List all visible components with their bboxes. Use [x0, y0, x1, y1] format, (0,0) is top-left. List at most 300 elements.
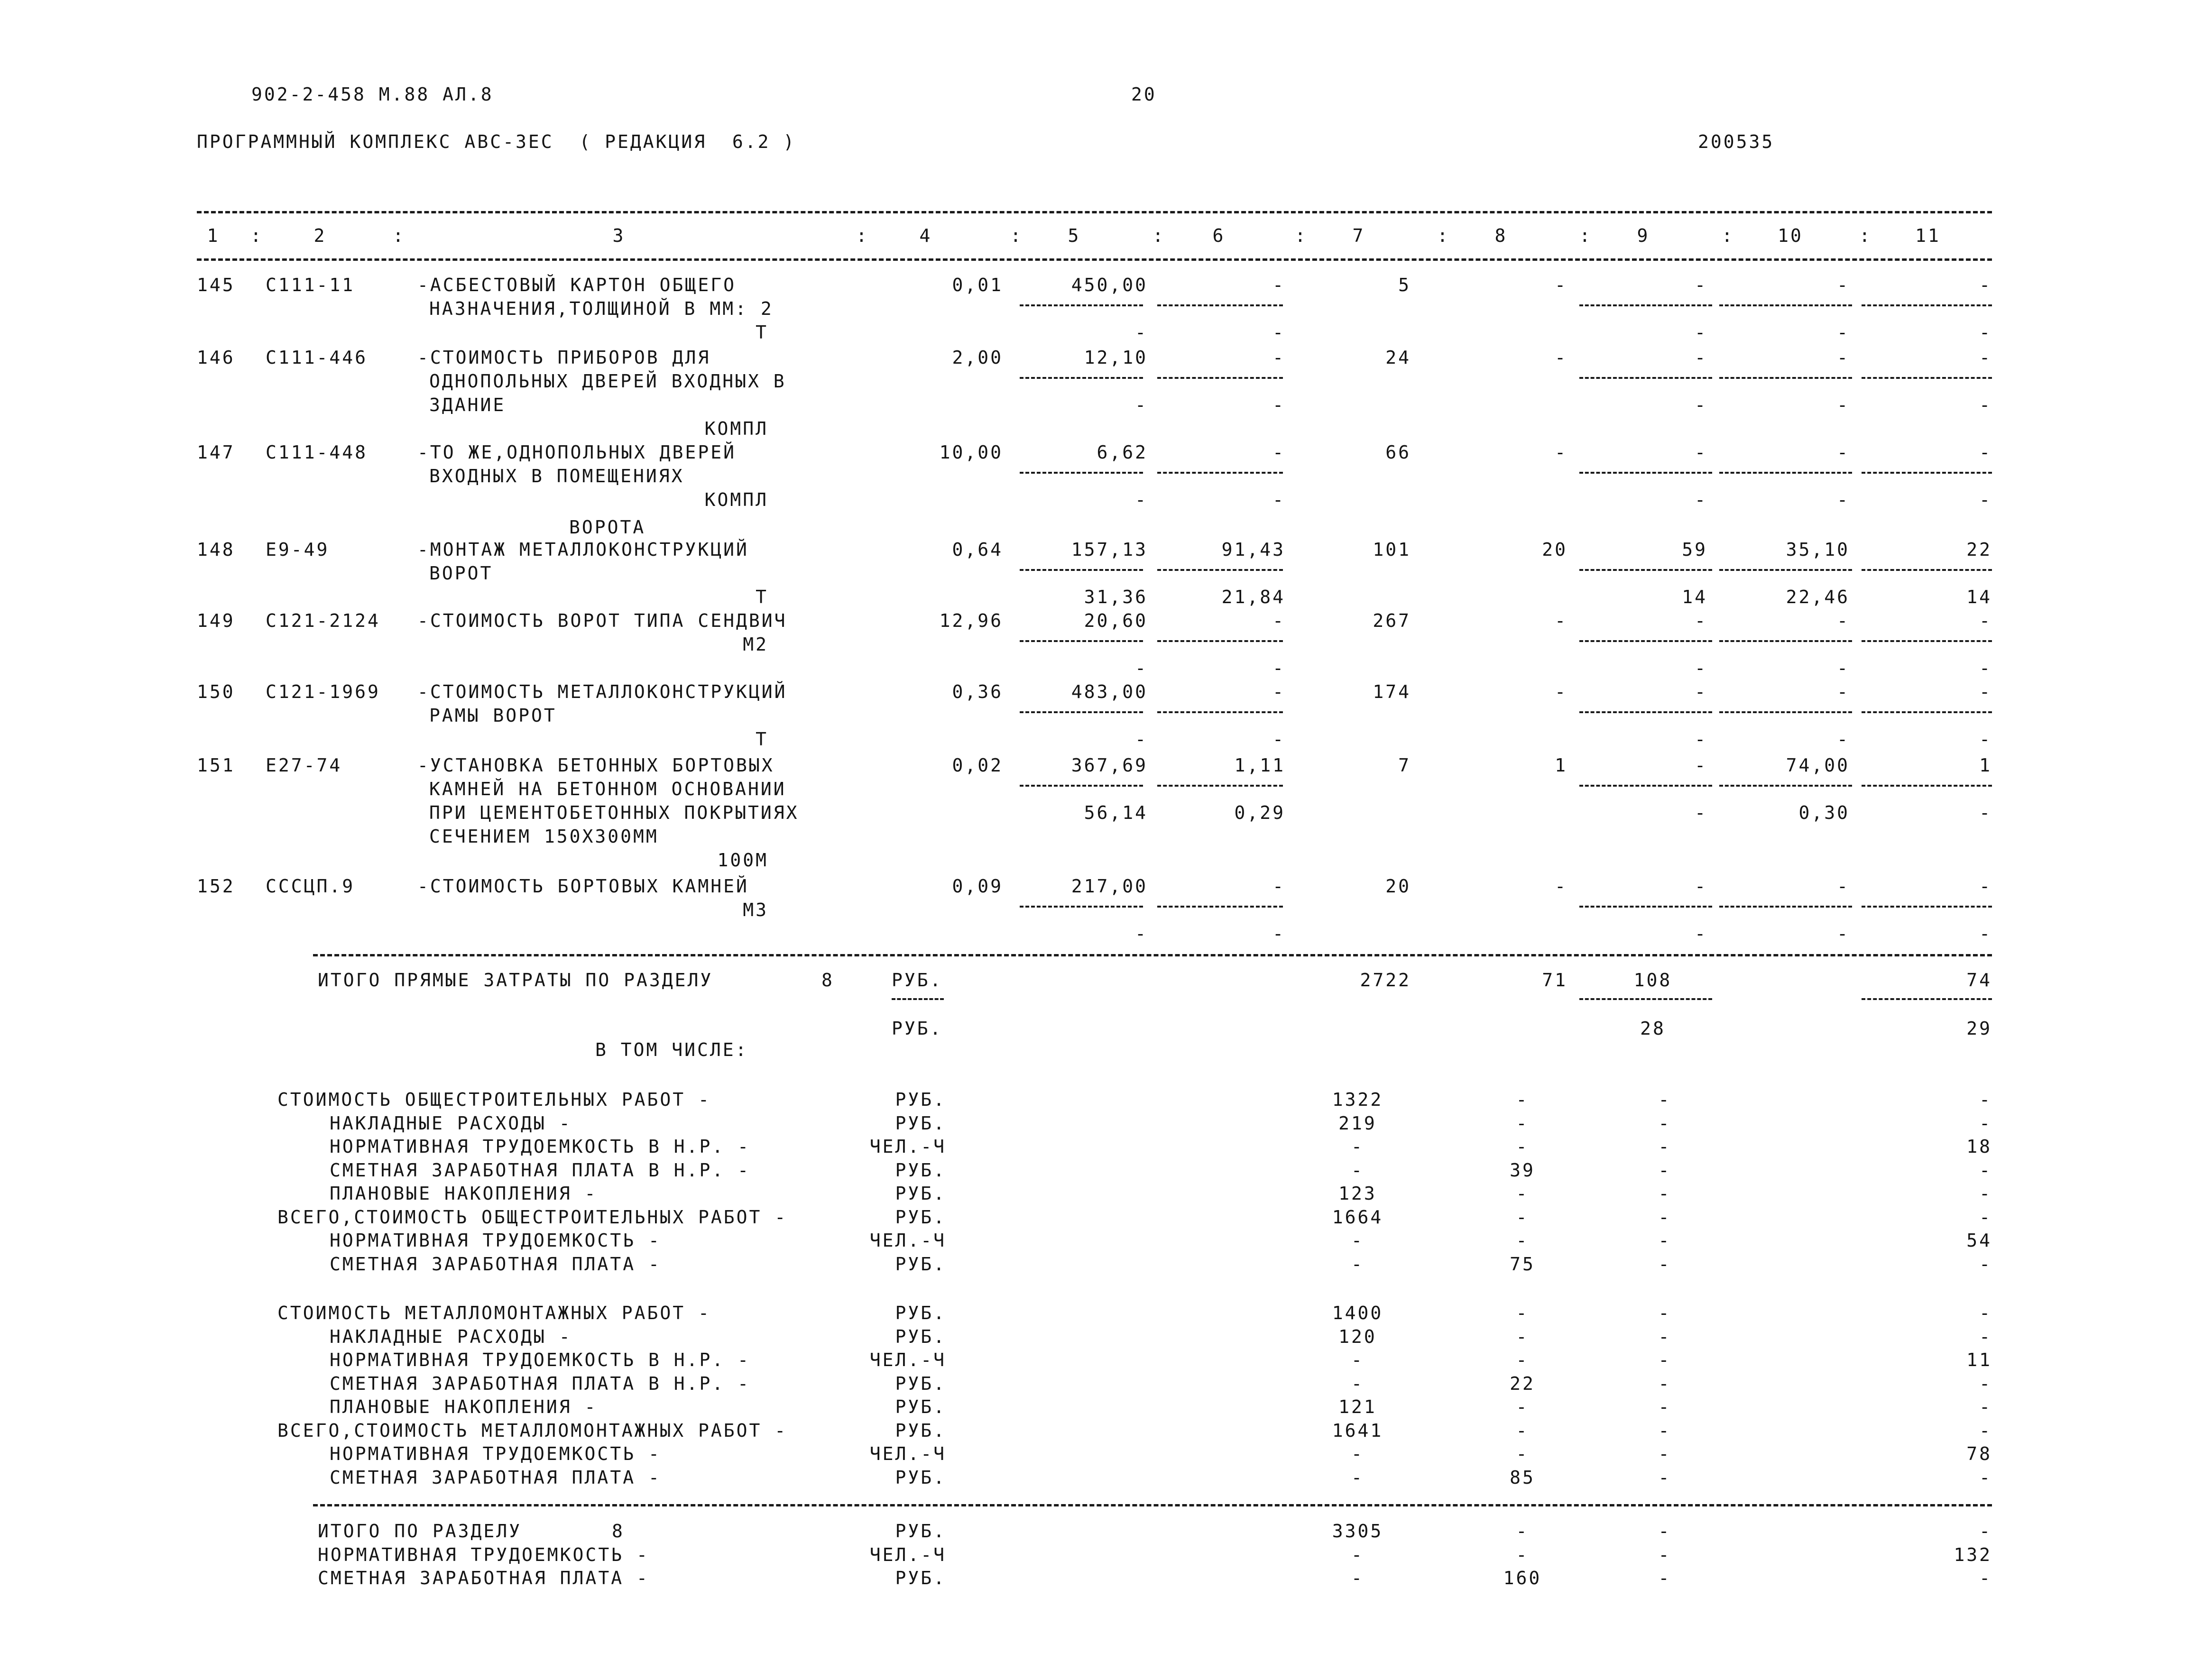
item-c11b: -: [1979, 322, 1992, 343]
item-number: 151: [197, 755, 235, 776]
cell-dash-c5: [1020, 569, 1143, 571]
item-c6: -: [1272, 442, 1285, 463]
item-c9b: -: [1695, 729, 1707, 750]
item-c9b: -: [1695, 658, 1707, 679]
summary-row-c11: -: [1979, 1206, 1992, 1228]
summary-row-c8: -: [1516, 1350, 1529, 1370]
group-heading: ВОРОТА: [569, 517, 646, 538]
item-c6b: -: [1272, 395, 1285, 415]
item-c5b: -: [1135, 489, 1148, 510]
summary-row-c8: 39: [1510, 1159, 1535, 1181]
summary-row-c8: 85: [1510, 1467, 1535, 1488]
column-separator: :: [1437, 225, 1450, 246]
total-row-label: СМЕТНАЯ ЗАРАБОТНАЯ ПЛАТА -: [318, 1568, 649, 1588]
item-c10: -: [1837, 681, 1850, 702]
item-number: 148: [197, 539, 235, 560]
summary-row-c11: -: [1979, 1253, 1992, 1275]
cell-dash-c10: [1719, 472, 1852, 474]
item-c11: -: [1979, 442, 1992, 463]
summary-row-label: СМЕТНАЯ ЗАРАБОТНАЯ ПЛАТА -: [330, 1467, 661, 1488]
summary-row-c8: 22: [1510, 1373, 1535, 1394]
item-c6b: -: [1272, 923, 1285, 944]
item-c10b: -: [1837, 923, 1850, 944]
summary-row-c7: 1641: [1332, 1420, 1383, 1441]
item-c8: -: [1555, 275, 1567, 295]
summary-row-c11: 54: [1966, 1230, 1992, 1251]
document-code: 902-2-458 М.88 АЛ.8: [251, 84, 494, 105]
cell-dash-c5: [1020, 640, 1143, 642]
item-c7: 174: [1373, 681, 1411, 702]
column-separator: :: [1010, 225, 1023, 246]
cell-dash-c6: [1157, 640, 1283, 642]
total-row-c8: -: [1516, 1544, 1529, 1565]
summary-row-c7: 120: [1338, 1326, 1377, 1347]
item-description-line: НАЗНАЧЕНИЯ,ТОЛЩИНОЙ В ММ: 2: [429, 298, 774, 319]
column-separator: :: [393, 225, 406, 246]
total-row-c11: -: [1979, 1521, 1992, 1542]
table-header-rule: [197, 258, 1992, 261]
cell-dash-c9: [1579, 304, 1712, 306]
summary-row-label: СМЕТНАЯ ЗАРАБОТНАЯ ПЛАТА В Н.Р. -: [330, 1159, 750, 1181]
total-row-c9: -: [1658, 1521, 1671, 1542]
summary-row-c9: -: [1658, 1112, 1671, 1134]
item-number: 150: [197, 681, 235, 702]
column-header-8: 8: [1494, 225, 1508, 246]
item-description-line: -МОНТАЖ МЕТАЛЛОКОНСТРУКЦИЙ: [417, 539, 749, 560]
cell-dash-c11: [1862, 906, 1992, 908]
summary-row-c8: -: [1516, 1183, 1529, 1204]
column-header-3: 3: [612, 225, 626, 246]
summary-row-c11: 18: [1966, 1136, 1992, 1157]
cell-dash-c6: [1157, 569, 1283, 571]
item-number: 149: [197, 610, 235, 631]
cell-dash-c11: [1862, 472, 1992, 474]
item-c6: -: [1272, 876, 1285, 897]
item-c10b: -: [1837, 489, 1850, 510]
item-c10b: -: [1837, 658, 1850, 679]
item-c11b: -: [1979, 658, 1992, 679]
item-c5: 217,00: [1071, 876, 1148, 897]
item-qty: 0,64: [952, 539, 1003, 560]
summary-row-c11: -: [1979, 1112, 1992, 1134]
total-row-c11: -: [1979, 1568, 1992, 1588]
summary-row-c7: -: [1351, 1136, 1364, 1157]
document-id: 200535: [1698, 131, 1775, 152]
item-c5: 157,13: [1071, 539, 1148, 560]
column-separator: :: [1152, 225, 1165, 246]
summary-row-c11: -: [1979, 1420, 1992, 1441]
item-c9: 59: [1682, 539, 1707, 560]
column-header-1: 1: [207, 225, 220, 246]
column-header-5: 5: [1068, 225, 1081, 246]
cell-dash-c6: [1157, 304, 1283, 306]
direct-costs-label: ИТОГО ПРЯМЫЕ ЗАТРАТЫ ПО РАЗДЕЛУ: [318, 970, 713, 991]
summary-row-c7: 123: [1338, 1183, 1377, 1204]
summary-row-c7: 1664: [1332, 1206, 1383, 1228]
summary-row-c11: -: [1979, 1089, 1992, 1110]
summary-row-unit: РУБ.: [895, 1159, 946, 1181]
item-c8: -: [1555, 681, 1567, 702]
item-number: 152: [197, 876, 235, 897]
item-qty: 12,96: [939, 610, 1003, 631]
cell-dash-c5: [1020, 304, 1143, 306]
item-code: С121-2124: [266, 610, 380, 631]
summary-row-c8: -: [1516, 1420, 1529, 1441]
item-c6b: -: [1272, 729, 1285, 750]
item-c11: 22: [1966, 539, 1992, 560]
summary-row-unit: РУБ.: [895, 1373, 946, 1394]
item-c10: -: [1837, 876, 1850, 897]
total-row-label: НОРМАТИВНАЯ ТРУДОЕМКОСТЬ -: [318, 1544, 649, 1565]
total-row-c8: -: [1516, 1521, 1529, 1542]
item-description-line: РАМЫ ВОРОТ: [429, 705, 557, 726]
summary-row-c8: -: [1516, 1206, 1529, 1228]
summary-row-unit: ЧЕЛ.-Ч: [869, 1230, 946, 1251]
item-c7: 5: [1398, 275, 1411, 295]
summary-row-c9: -: [1658, 1089, 1671, 1110]
item-unit: Т: [756, 729, 768, 750]
item-c11b: -: [1979, 395, 1992, 415]
column-header-11: 11: [1915, 225, 1941, 246]
item-c6b: -: [1272, 658, 1285, 679]
item-c9: -: [1695, 442, 1707, 463]
summary-row-c7: -: [1351, 1443, 1364, 1464]
summary-row-c7: 1400: [1332, 1303, 1383, 1323]
cell-dash-c5: [1020, 472, 1143, 474]
summary-row-c9: -: [1658, 1396, 1671, 1417]
item-c6b: 0,29: [1234, 802, 1285, 823]
summary-row-c9: -: [1658, 1420, 1671, 1441]
summary-row-unit: ЧЕЛ.-Ч: [869, 1350, 946, 1370]
summary-row-c9: -: [1658, 1443, 1671, 1464]
column-header-7: 7: [1352, 225, 1365, 246]
total-row-unit: РУБ.: [895, 1568, 946, 1588]
program-title: ПРОГРАММНЫЙ КОМПЛЕКС АВС-3ЕС ( РЕДАКЦИЯ 6.2 ): [197, 131, 796, 152]
item-c10: 35,10: [1786, 539, 1850, 560]
summary-row-c7: -: [1351, 1350, 1364, 1370]
item-c9: -: [1695, 876, 1707, 897]
summary-row-c9: -: [1658, 1467, 1671, 1488]
summary-row-unit: РУБ.: [895, 1420, 946, 1441]
summary-row-label: ВСЕГО,СТОИМОСТЬ ОБЩЕСТРОИТЕЛЬНЫХ РАБОТ -: [277, 1206, 788, 1228]
item-c9: -: [1695, 755, 1707, 776]
item-qty: 2,00: [952, 347, 1003, 368]
total-row-c9: -: [1658, 1544, 1671, 1565]
item-c11b: -: [1979, 802, 1992, 823]
item-description-line: -АСБЕСТОВЫЙ КАРТОН ОБЩЕГО: [417, 275, 736, 295]
summary-row-unit: ЧЕЛ.-Ч: [869, 1136, 946, 1157]
item-c11: -: [1979, 876, 1992, 897]
summary-row-c8: -: [1516, 1396, 1529, 1417]
cell-dash-c9: [1579, 711, 1712, 713]
column-header-6: 6: [1212, 225, 1226, 246]
item-c11b: -: [1979, 923, 1992, 944]
total-row-c8: 160: [1503, 1568, 1542, 1588]
cell-dash-c10: [1719, 377, 1852, 379]
item-description-line: ВХОДНЫХ В ПОМЕЩЕНИЯХ: [429, 466, 684, 487]
item-description-line: КАМНЕЙ НА БЕТОННОМ ОСНОВАНИИ: [429, 779, 786, 799]
including-label: В ТОМ ЧИСЛЕ:: [595, 1039, 748, 1060]
item-c5: 6,62: [1097, 442, 1148, 463]
cell-dash-c6: [1157, 472, 1283, 474]
item-description-line: СЕЧЕНИЕМ 150Х300ММ: [429, 826, 659, 847]
item-code: С111-11: [266, 275, 355, 295]
total-row-c7: 3305: [1332, 1521, 1383, 1542]
summary-row-c8: 75: [1510, 1253, 1535, 1275]
item-description-line: ПРИ ЦЕМЕНТОБЕТОННЫХ ПОКРЫТИЯХ: [429, 802, 799, 823]
item-code: СССЦП.9: [266, 876, 355, 897]
page-number: 20: [1131, 84, 1157, 105]
summary-row-label: СМЕТНАЯ ЗАРАБОТНАЯ ПЛАТА В Н.Р. -: [330, 1373, 750, 1394]
item-c6: 1,11: [1234, 755, 1285, 776]
item-c5: 20,60: [1084, 610, 1148, 631]
cell-dash-c11: [1862, 569, 1992, 571]
item-c9: -: [1695, 275, 1707, 295]
summary-row-label: НОРМАТИВНАЯ ТРУДОЕМКОСТЬ -: [330, 1443, 661, 1464]
total-row-c7: -: [1351, 1544, 1364, 1565]
item-unit: КОМПЛ: [704, 418, 768, 439]
summary-row-label: НОРМАТИВНАЯ ТРУДОЕМКОСТЬ -: [330, 1230, 661, 1251]
direct-costs-section: 8: [821, 970, 834, 991]
item-description-line: ВОРОТ: [429, 563, 493, 584]
column-header-9: 9: [1637, 225, 1650, 246]
cell-dash-c6: [1157, 906, 1283, 908]
summary-row-c11: -: [1979, 1326, 1992, 1347]
column-header-4: 4: [919, 225, 932, 246]
summary-row-c9: -: [1658, 1230, 1671, 1251]
item-c8: -: [1555, 442, 1567, 463]
item-c9b: -: [1695, 322, 1707, 343]
summary-row-label: СМЕТНАЯ ЗАРАБОТНАЯ ПЛАТА -: [330, 1253, 661, 1275]
unit-dash: [892, 998, 944, 1000]
cell-dash-c5: [1020, 785, 1143, 787]
item-c7: 24: [1385, 347, 1411, 368]
summary-row-c7: 121: [1338, 1396, 1377, 1417]
total-row-c11: 132: [1954, 1544, 1992, 1565]
summary-row-c8: -: [1516, 1443, 1529, 1464]
summary-row-c9: -: [1658, 1253, 1671, 1275]
cell-dash-c5: [1020, 377, 1143, 379]
item-c10: -: [1837, 275, 1850, 295]
item-unit: 100М: [717, 850, 768, 871]
column-separator: :: [856, 225, 869, 246]
cell-dash-c6: [1157, 711, 1283, 713]
item-c5: 12,10: [1084, 347, 1148, 368]
item-c5b: -: [1135, 395, 1148, 415]
item-c5: 367,69: [1071, 755, 1148, 776]
summary-row-c8: -: [1516, 1303, 1529, 1323]
item-c11: -: [1979, 610, 1992, 631]
item-c8: -: [1555, 347, 1567, 368]
item-c11: -: [1979, 275, 1992, 295]
summary-row-c11: 78: [1966, 1443, 1992, 1464]
cell-dash-c10: [1719, 569, 1852, 571]
direct-costs-c9: 108: [1633, 970, 1672, 991]
items-end-rule: [313, 954, 1992, 956]
cell-dash-c9: [1579, 785, 1712, 787]
item-c9b: 14: [1682, 587, 1707, 607]
summary-row-c11: -: [1979, 1467, 1992, 1488]
item-c5b: 31,36: [1084, 587, 1148, 607]
item-c10b: -: [1837, 395, 1850, 415]
summary-row-c7: 1322: [1332, 1089, 1383, 1110]
item-c9: -: [1695, 681, 1707, 702]
summary-row-c8: -: [1516, 1136, 1529, 1157]
item-c7: 20: [1385, 876, 1411, 897]
total-row-c9: -: [1658, 1568, 1671, 1588]
item-unit: М3: [743, 900, 768, 920]
summary-row-label: НОРМАТИВНАЯ ТРУДОЕМКОСТЬ В Н.Р. -: [330, 1350, 750, 1370]
summary-row-label: НОРМАТИВНАЯ ТРУДОЕМКОСТЬ В Н.Р. -: [330, 1136, 750, 1157]
item-c5b: -: [1135, 729, 1148, 750]
summary-row-c11: -: [1979, 1159, 1992, 1181]
cell-dash-c11: [1862, 304, 1992, 306]
item-c8: 20: [1542, 539, 1567, 560]
item-c6b: -: [1272, 489, 1285, 510]
item-c6: -: [1272, 610, 1285, 631]
cell-dash-c9: [1579, 640, 1712, 642]
summary-row-c8: -: [1516, 1230, 1529, 1251]
item-c6: -: [1272, 681, 1285, 702]
item-c10b: -: [1837, 729, 1850, 750]
item-c7: 267: [1373, 610, 1411, 631]
summary-row-c9: -: [1658, 1350, 1671, 1370]
item-c8: 1: [1555, 755, 1567, 776]
item-unit: Т: [756, 322, 768, 343]
item-description-line: ОДНОПОЛЬНЫХ ДВЕРЕЙ ВХОДНЫХ В: [429, 371, 786, 392]
summary-row-unit: РУБ.: [895, 1467, 946, 1488]
item-c6: 91,43: [1221, 539, 1285, 560]
summary-row-c8: -: [1516, 1326, 1529, 1347]
cell-dash-c10: [1719, 906, 1852, 908]
column-separator: :: [1579, 225, 1592, 246]
cell-dash-c5: [1020, 906, 1143, 908]
item-c10: -: [1837, 442, 1850, 463]
item-c6: -: [1272, 347, 1285, 368]
item-c9: -: [1695, 347, 1707, 368]
item-c10b: 0,30: [1798, 802, 1850, 823]
direct-costs-c9: 28: [1640, 1018, 1666, 1039]
summary-row-unit: РУБ.: [895, 1253, 946, 1275]
summary-row-c7: 219: [1338, 1112, 1377, 1134]
cell-dash-c10: [1719, 785, 1852, 787]
summary-row-c7: -: [1351, 1253, 1364, 1275]
summary-row-unit: РУБ.: [895, 1206, 946, 1228]
total-row-label: ИТОГО ПО РАЗДЕЛУ: [318, 1521, 522, 1542]
total-row-unit: ЧЕЛ.-Ч: [869, 1544, 946, 1565]
item-unit: Т: [756, 587, 768, 607]
item-c7: 7: [1398, 755, 1411, 776]
summary-row-unit: РУБ.: [895, 1326, 946, 1347]
cell-dash-c9: [1579, 998, 1712, 1000]
item-c9: -: [1695, 610, 1707, 631]
item-c8: -: [1555, 610, 1567, 631]
cell-dash-c6: [1157, 377, 1283, 379]
direct-costs-c7: 2722: [1360, 970, 1411, 991]
cell-dash-c11: [1862, 640, 1992, 642]
direct-costs-c11: 74: [1966, 970, 1992, 991]
item-c10b: -: [1837, 322, 1850, 343]
summary-row-unit: РУБ.: [895, 1396, 946, 1417]
summary-end-rule: [313, 1504, 1992, 1506]
summary-row-c7: -: [1351, 1159, 1364, 1181]
total-row-c7: -: [1351, 1568, 1364, 1588]
item-number: 146: [197, 347, 235, 368]
total-row-unit: РУБ.: [895, 1521, 946, 1542]
column-separator: :: [250, 225, 263, 246]
item-c11: -: [1979, 347, 1992, 368]
table-top-rule: [197, 211, 1992, 213]
summary-row-c7: -: [1351, 1467, 1364, 1488]
item-c11b: -: [1979, 729, 1992, 750]
direct-costs-c8: 71: [1542, 970, 1567, 991]
item-description-line: -СТОИМОСТЬ ВОРОТ ТИПА СЕНДВИЧ: [417, 610, 787, 631]
summary-row-c11: -: [1979, 1183, 1992, 1204]
item-c5: 450,00: [1071, 275, 1148, 295]
summary-row-c11: -: [1979, 1303, 1992, 1323]
column-separator: :: [1859, 225, 1872, 246]
item-c10: -: [1837, 610, 1850, 631]
item-c10b: 22,46: [1786, 587, 1850, 607]
cell-dash-c9: [1579, 906, 1712, 908]
summary-row-label: ПЛАНОВЫЕ НАКОПЛЕНИЯ -: [330, 1183, 598, 1204]
item-qty: 10,00: [939, 442, 1003, 463]
cell-dash-c11: [1862, 998, 1992, 1000]
item-unit: М2: [743, 634, 768, 655]
cell-dash-c9: [1579, 472, 1712, 474]
item-c11: -: [1979, 681, 1992, 702]
item-description-line: -УСТАНОВКА БЕТОННЫХ БОРТОВЫХ: [417, 755, 774, 776]
item-code: Е9-49: [266, 539, 330, 560]
item-c7: 101: [1373, 539, 1411, 560]
item-c5b: -: [1135, 923, 1148, 944]
summary-row-c9: -: [1658, 1303, 1671, 1323]
item-qty: 0,01: [952, 275, 1003, 295]
item-c5b: -: [1135, 322, 1148, 343]
column-separator: :: [1722, 225, 1734, 246]
summary-row-c9: -: [1658, 1326, 1671, 1347]
summary-row-c9: -: [1658, 1373, 1671, 1394]
direct-costs-unit: РУБ.: [892, 970, 943, 991]
item-unit: КОМПЛ: [704, 489, 768, 510]
item-c11b: -: [1979, 489, 1992, 510]
item-c10: 74,00: [1786, 755, 1850, 776]
item-qty: 0,02: [952, 755, 1003, 776]
summary-row-c7: -: [1351, 1230, 1364, 1251]
item-description-line: -СТОИМОСТЬ БОРТОВЫХ КАМНЕЙ: [417, 876, 749, 897]
summary-row-c11: 11: [1966, 1350, 1992, 1370]
item-qty: 0,36: [952, 681, 1003, 702]
item-c11b: 14: [1966, 587, 1992, 607]
item-description-line: ЗДАНИЕ: [429, 395, 506, 415]
item-c9b: -: [1695, 923, 1707, 944]
cell-dash-c10: [1719, 640, 1852, 642]
item-description-line: -СТОИМОСТЬ ПРИБОРОВ ДЛЯ: [417, 347, 711, 368]
summary-row-c9: -: [1658, 1206, 1671, 1228]
summary-row-unit: ЧЕЛ.-Ч: [869, 1443, 946, 1464]
summary-row-c9: -: [1658, 1159, 1671, 1181]
item-qty: 0,09: [952, 876, 1003, 897]
cell-dash-c11: [1862, 785, 1992, 787]
cell-dash-c10: [1719, 304, 1852, 306]
item-c6b: -: [1272, 322, 1285, 343]
direct-costs-unit: РУБ.: [892, 1018, 943, 1039]
summary-row-c11: -: [1979, 1373, 1992, 1394]
summary-row-c9: -: [1658, 1136, 1671, 1157]
summary-row-c7: -: [1351, 1373, 1364, 1394]
cell-dash-c9: [1579, 377, 1712, 379]
cell-dash-c5: [1020, 711, 1143, 713]
